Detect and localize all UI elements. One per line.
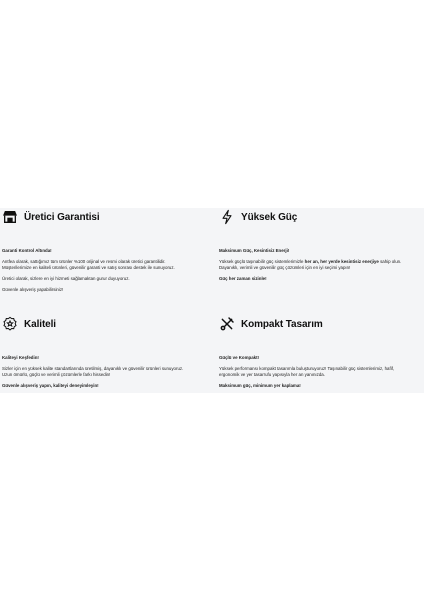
feature-subtitle: Maksimum Güç, Kesintisiz Enerji! — [219, 248, 290, 253]
feature-paragraph: Yüksek güçlü taşınabilir güç sistemlerimizle her an, her yerde kesintisiz enerjiye sahip olun. Dayanıklı, verimli ve güvenilir güç çözümleri için en iyi seçimi yapın! — [219, 259, 402, 270]
store-icon — [2, 209, 18, 225]
feature-header — [2, 208, 207, 226]
features-panel — [0, 208, 424, 393]
feature-quality — [0, 315, 207, 389]
feature-title: Yüksek Güç — [241, 211, 298, 223]
feature-high-power — [219, 208, 424, 282]
quality-badge-icon — [2, 316, 18, 332]
lightning-icon — [219, 209, 235, 225]
tools-icon — [219, 316, 235, 332]
feature-manufacturer-warranty — [0, 208, 207, 293]
feature-subtitle: Kaliteyi Keşfedin! — [2, 355, 39, 360]
feature-paragraph: Üretici olarak, sizlere en iyi hizmeti sağlamaktan gurur duyuyoruz. — [2, 276, 130, 281]
feature-compact-design — [219, 315, 424, 389]
feature-title: Üretici Garantisi — [24, 211, 100, 223]
feature-paragraph: Sizler için en yüksek kalite standartlarında üretilmiş, dayanıklı ve güvenilir ürünleri sunuyoruz. Uzun ömürlü, güçlü ve verimli çözümlerle farkı hissedin! — [2, 366, 184, 377]
feature-subtitle: Güçlü ve Kompakt! — [219, 355, 260, 360]
feature-header — [219, 315, 424, 333]
feature-paragraph: Güç her zaman sizinle! — [219, 276, 267, 281]
feature-paragraph: Güvenle alışveriş yapın, kaliteyi deneyimleyin! — [2, 383, 99, 388]
feature-paragraph: Yüksek performansı kompakt tasarımla buluşturuyoruz! Taşınabilir güç sistemlerimiz, hafif, ergonomik ve yer tasarrufu yapısıyla her an yanınızda. — [219, 366, 395, 377]
feature-paragraph: Güvenle alışveriş yapabilirsiniz! — [2, 287, 64, 292]
feature-paragraph: Maksimum güç, minimum yer kaplama! — [219, 383, 301, 388]
feature-paragraph: Antfea olarak, sattığımız tüm ürünler %100 orijinal ve resmi olarak üretici garantilidir. Müşterilerimize en kaliteli ürünleri, güvenilir garanti ve satış sonrası destek ile sunuyoruz. — [2, 259, 175, 270]
feature-header — [2, 315, 207, 333]
feature-title: Kaliteli — [24, 318, 56, 330]
feature-header — [219, 208, 424, 226]
feature-title: Kompakt Tasarım — [241, 318, 323, 330]
feature-subtitle: Garanti Kontrol Altında! — [2, 248, 52, 253]
